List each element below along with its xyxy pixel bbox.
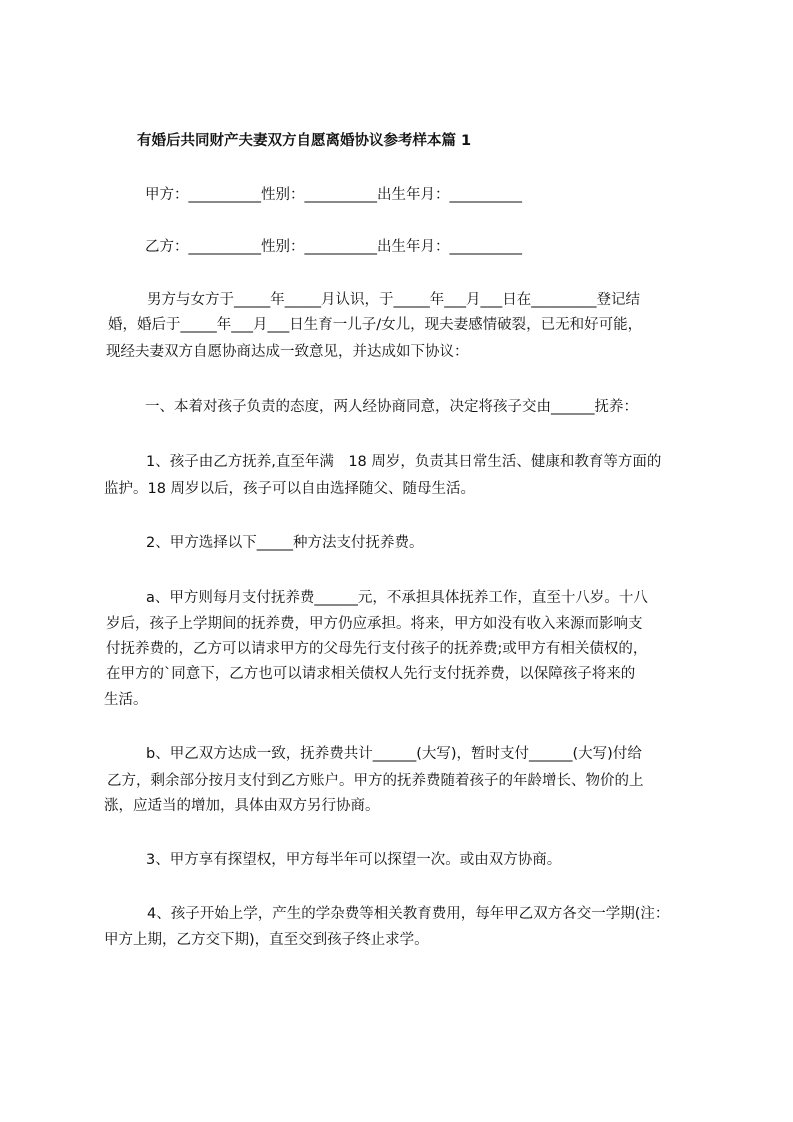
intro-line: 现经夫妻双方自愿协商达成一致意见，并达成如下协议：	[106, 344, 469, 360]
item-2-line: 2、甲方选择以下_____种方法支付抚养费。	[146, 535, 424, 551]
party-b-line: 乙方：__________性别：__________出生年月：__________	[145, 239, 522, 255]
item-1-line: 1、孩子由乙方抚养,直至年满 18 周岁，负责其日常生活、健康和教育等方面的	[146, 454, 662, 470]
item-1-line: 监护。18 周岁以后，孩子可以自由选择随父、随母生活。	[104, 481, 476, 497]
item-a-line: 在甲方的`同意下，乙方也可以请求相关债权人先行支付抚养费，以保障孩子将来的	[106, 666, 636, 682]
item-4-line: 甲方上期，乙方交下期)，直至交到孩子终止求学。	[104, 932, 429, 948]
party-a-line: 甲方：__________性别：__________出生年月：__________	[145, 187, 522, 203]
item-3-line: 3、甲方享有探望权，甲方每半年可以探望一次。或由双方协商。	[146, 852, 562, 868]
item-b-line: b、甲乙双方达成一致，抚养费共计______(大写)，暂时支付______(大写)付给	[146, 746, 642, 762]
item-b-line: 涨，应适当的增加，具体由双方另行协商。	[104, 798, 380, 814]
section-1-heading: 一、本着对孩子负责的态度，两人经协商同意，决定将孩子交由______抚养：	[145, 399, 638, 415]
item-a-line: 岁后，孩子上学期间的抚养费，甲方仍应承担。将来，甲方如没有收入来源而影响支	[106, 616, 643, 632]
document-title: 有婚后共同财产夫妻双方自愿离婚协议参考样本篇 1	[137, 133, 472, 149]
item-4-line: 4、孩子开始上学，产生的学杂费等相关教育费用，每年甲乙双方各交一学期(注：	[147, 906, 670, 922]
item-a-line: a、甲方则每月支付抚养费______元，不承担具体抚养工作，直至十八岁。十八	[146, 590, 648, 606]
intro-line: 婚，婚后于_____年___月___日生育一儿子/女儿，现夫妻感情破裂，已无和好可能，	[108, 317, 643, 333]
item-a-line: 付抚养费的，乙方可以请求甲方的父母先行支付孩子的抚养费;或甲方有相关债权的，	[106, 641, 648, 657]
intro-line: 男方与女方于_____年_____月认识，于_____年___月___日在_________登记结	[147, 292, 640, 308]
item-a-line: 生活。	[104, 692, 148, 708]
item-b-line: 乙方，剩余部分按月支付到乙方账户。甲方的抚养费随着孩子的年龄增长、物价的上	[107, 773, 644, 789]
